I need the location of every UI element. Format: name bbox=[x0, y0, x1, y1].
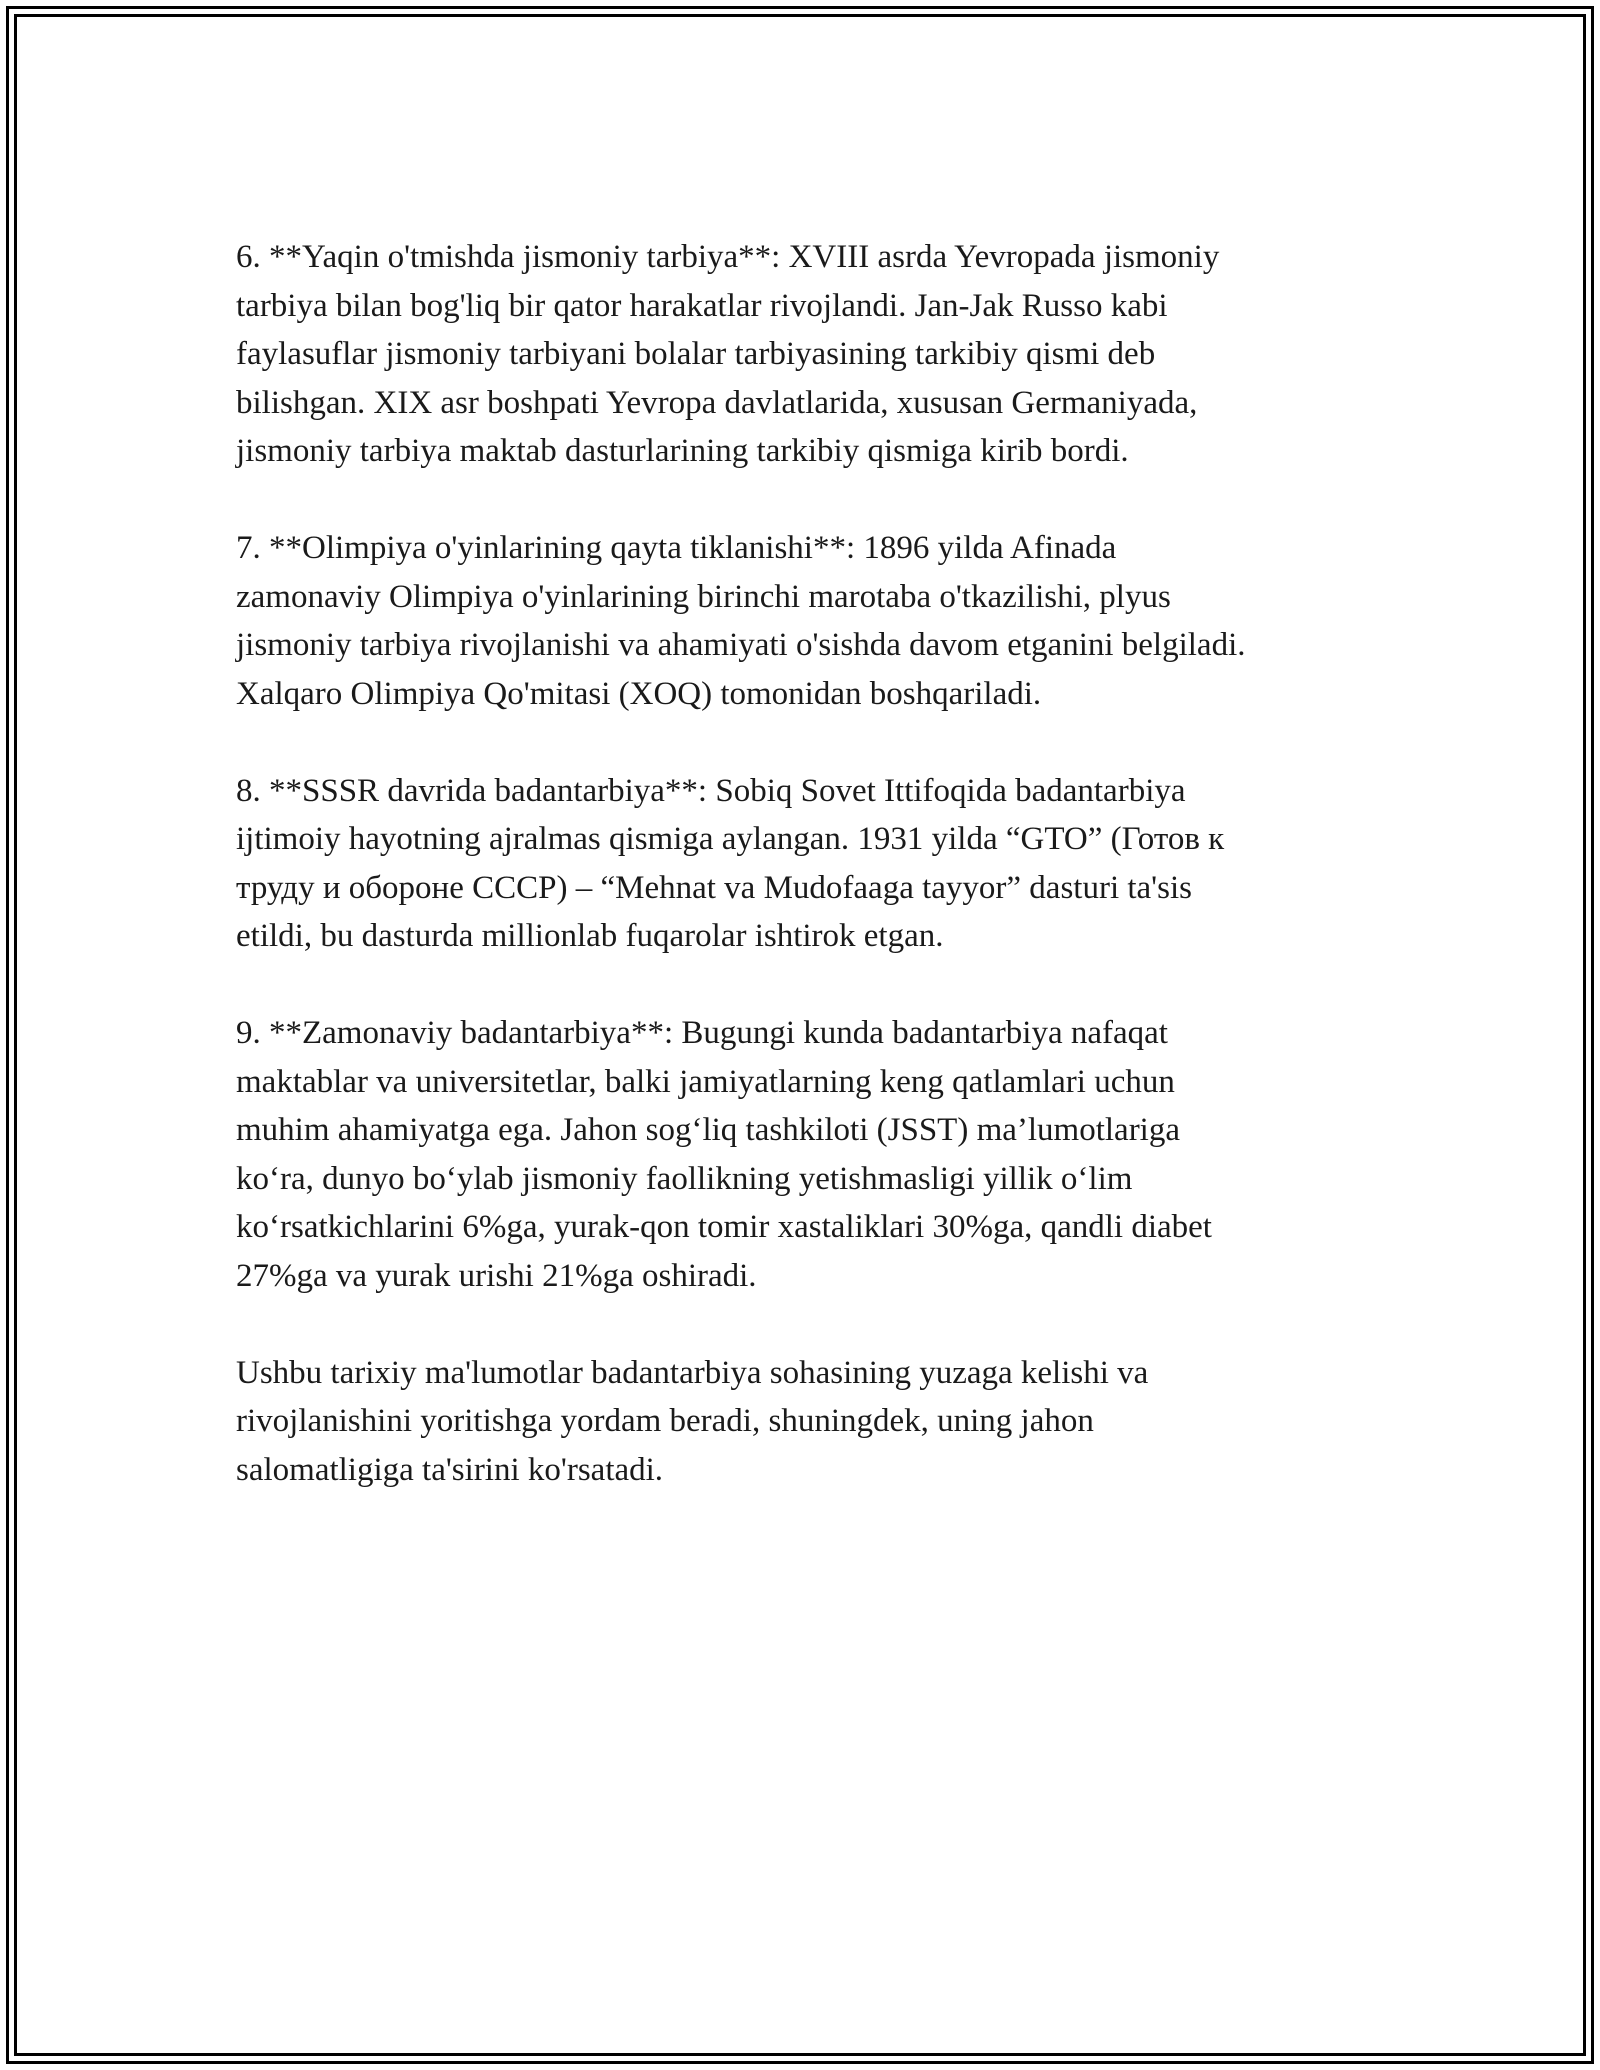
paragraph-conclusion: Ushbu tarixiy ma'lumotlar badantarbiya sohasining yuzaga kelishi va rivojlanishini yoritishga yordam beradi, shuningdek, uning jahon salomatligiga ta'sirini ko'rsatadi. bbox=[236, 1354, 1149, 1488]
paragraph-8-ussr-era: 8. **SSSR davrida badantarbiya**: Sobiq Sovet Ittifoqida badantarbiya ijtimoiy hayotning ajralmas qismiga aylangan. 1931 yilda “GTO” (Готов к труду и обороне СССР) – “Mehnat va Mudofaaga tayyor” dasturi ta'sis etildi, bu dasturda millionlab fuqarolar ishtirok etgan. bbox=[236, 772, 1225, 954]
paragraph-7-olympic-revival: 7. **Olimpiya o'yinlarining qayta tiklanishi**: 1896 yilda Afinada zamonaviy Olimpiya o'yinlarining birinchi marotaba o'tkazilishi, plyus jismoniy tarbiya rivojlanishi va ahamiyati o'sishda davom etganini belgiladi. Xalqaro Olimpiya Qo'mitasi (XOQ) tomonidan boshqariladi. bbox=[236, 530, 1246, 712]
document-body bbox=[236, 233, 1386, 1543]
paragraph-9-modern-era: 9. **Zamonaviy badantarbiya**: Bugungi kunda badantarbiya nafaqat maktablar va universitetlar, balki jamiyatlarning keng qatlamlari uchun muhim ahamiyatga ega. Jahon sog‘liq tashkiloti (JSST) ma’lumotlariga ko‘ra, dunyo bo‘ylab jismoniy faollikning yetishmasligi yillik o‘lim ko‘rsatkichlarini 6%ga, yurak-qon tomir xastaliklari 30%ga, qandli diabet 27%ga va yurak urishi 21%ga oshiradi. bbox=[236, 1015, 1212, 1294]
paragraph-6-recent-past: 6. **Yaqin o'tmishda jismoniy tarbiya**: XVIII asrda Yevropada jismoniy tarbiya bilan bog'liq bir qator harakatlar rivojlandi. Jan-Jak Russo kabi faylasuflar jismoniy tarbiyani bolalar tarbiyasining tarkibiy qismi deb bilishgan. XIX asr boshpati Yevropa davlatlarida, xususan Germaniyada, jismoniy tarbiya maktab dasturlarining tarkibiy qismiga kirib bordi. bbox=[236, 239, 1220, 469]
